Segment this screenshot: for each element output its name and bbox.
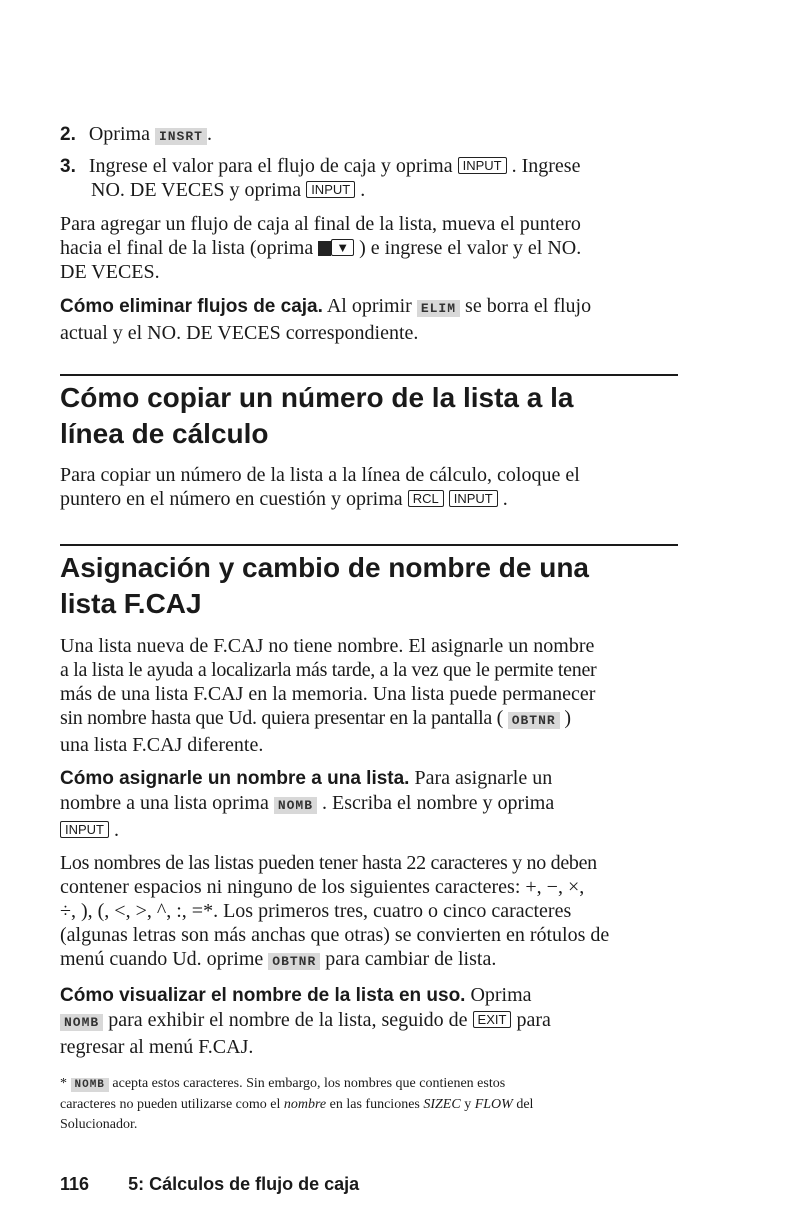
- text-line: DE VECES.: [60, 261, 160, 283]
- exit-key: EXIT: [473, 1011, 512, 1028]
- step-3: [60, 154, 580, 179]
- paragraph-copy: [60, 463, 700, 511]
- text-line: [60, 1074, 700, 1095]
- text-line: Solucionador.: [60, 1117, 138, 1132]
- text-line: Una lista nueva de F.CAJ no tiene nombre. El asignarle un nombre: [60, 635, 595, 657]
- text: caracteres no pueden utilizarse como el: [60, 1097, 281, 1112]
- step-3-line2: [91, 178, 365, 202]
- text: sin nombre hasta que Ud. quiera presentar en la pantalla (: [60, 707, 503, 729]
- text-line: una lista F.CAJ diferente.: [60, 734, 264, 756]
- text: del: [516, 1097, 534, 1112]
- text: menú cuando Ud. oprime: [60, 948, 264, 970]
- text: puntero en el número en cuestión y oprima: [60, 488, 403, 510]
- heading-line: Asignación y cambio de nombre de una: [60, 552, 589, 583]
- text-line: [60, 706, 700, 733]
- text: para: [516, 1009, 551, 1031]
- page-footer: [60, 1174, 359, 1195]
- text-line: [60, 947, 700, 974]
- italic-term: nombre: [283, 1097, 327, 1112]
- nomb-menu-key: NOMB: [274, 797, 317, 814]
- text-line: ÷, ), (, <, >, ^, :, =*. Los primeros tres, cuatro o cinco caracteres: [60, 900, 572, 922]
- step-number: 2.: [60, 124, 76, 145]
- run-in-heading: Cómo visualizar el nombre de la lista en uso.: [60, 985, 466, 1006]
- text: hacia el final de la lista (oprima: [60, 237, 314, 259]
- paragraph-assign: [60, 766, 700, 842]
- text: Para asignarle un: [414, 767, 553, 789]
- input-key: INPUT: [458, 157, 507, 174]
- shift-key-icon: [318, 241, 331, 256]
- italic-term: SIZEC: [423, 1097, 461, 1112]
- text: Oprima: [470, 984, 532, 1006]
- period: .: [206, 123, 212, 145]
- step-text: Oprima: [88, 123, 150, 145]
- period: .: [502, 488, 508, 510]
- footnote: [60, 1074, 700, 1135]
- section-rule: [60, 544, 678, 546]
- text-line: [60, 487, 700, 511]
- text-line: Para copiar un número de la lista a la línea de cálculo, coloque el: [60, 464, 580, 486]
- text: en las funciones: [329, 1097, 420, 1112]
- obtnr-menu-key: OBTNR: [508, 712, 560, 729]
- nomb-menu-key: NOMB: [60, 1014, 103, 1031]
- paragraph-view: [60, 983, 700, 1059]
- step-2: [60, 122, 212, 149]
- step-number: 3.: [60, 156, 76, 177]
- paragraph-intro: [60, 634, 700, 757]
- text: ) e ingrese el valor y el NO.: [359, 237, 582, 259]
- insrt-menu-key: INSRT: [155, 128, 207, 145]
- nomb-menu-key: NOMB: [71, 1078, 109, 1092]
- period: .: [114, 819, 119, 841]
- paragraph-add: [60, 212, 700, 284]
- text-line: [60, 1008, 700, 1035]
- heading-line: línea de cálculo: [60, 418, 269, 449]
- section-heading-names: [60, 550, 589, 622]
- run-in-heading: Cómo eliminar flujos de caja.: [60, 296, 323, 317]
- obtnr-menu-key: OBTNR: [268, 953, 320, 970]
- text: para exhibir el nombre de la lista, seguido de: [108, 1009, 468, 1031]
- text: Al oprimir: [326, 295, 412, 317]
- input-key: INPUT: [60, 821, 109, 838]
- rcl-key: RCL: [408, 490, 444, 507]
- text-line: más de una lista F.CAJ en la memoria. Una lista puede permanecer: [60, 683, 596, 705]
- text: nombre a una lista oprima: [60, 792, 269, 814]
- heading-line: lista F.CAJ: [60, 588, 202, 619]
- input-key: INPUT: [449, 490, 498, 507]
- step-text: NO. DE VECES y oprima: [91, 179, 302, 201]
- step-text: Ingrese el valor para el flujo de caja y oprima: [88, 155, 453, 177]
- italic-term: FLOW: [474, 1097, 513, 1112]
- heading-line: Cómo copiar un número de la lista a la: [60, 382, 574, 413]
- paragraph-names: [60, 851, 700, 974]
- text-line: contener espacios ni ninguno de los siguientes caracteres: +, −, ×,: [60, 876, 585, 898]
- paragraph-delete: [60, 294, 700, 345]
- run-in-heading: Cómo asignarle un nombre a una lista.: [60, 768, 410, 789]
- text-line: regresar al menú F.CAJ.: [60, 1036, 254, 1058]
- text-line: actual y el NO. DE VECES correspondiente.: [60, 322, 419, 344]
- input-key: INPUT: [306, 181, 355, 198]
- elim-menu-key: ELIM: [417, 300, 460, 317]
- chapter-title: 5: Cálculos de flujo de caja: [128, 1174, 360, 1194]
- text-line: a la lista le ayuda a localizarla más tarde, a la vez que le permite tener: [60, 659, 597, 681]
- text-line: [60, 983, 700, 1008]
- asterisk: *: [60, 1076, 67, 1091]
- text-line: [60, 791, 700, 818]
- section-rule: [60, 374, 678, 376]
- step-text: . Ingrese: [511, 155, 581, 177]
- text-line: Para agregar un flujo de caja al final de la lista, mueva el puntero: [60, 213, 581, 235]
- text: y: [464, 1097, 472, 1112]
- text-line: [60, 236, 700, 260]
- text-line: [60, 294, 700, 321]
- page-number: 116: [60, 1174, 90, 1194]
- text-line: Los nombres de las listas pueden tener hasta 22 caracteres y no deben: [60, 852, 597, 874]
- period: .: [360, 179, 366, 201]
- down-arrow-key: ▼: [331, 239, 354, 256]
- text-line: (algunas letras son más anchas que otras) se convierten en rótulos de: [60, 924, 610, 946]
- text-line: [60, 766, 700, 791]
- text: para cambiar de lista.: [325, 948, 497, 970]
- text: se borra el flujo: [465, 295, 592, 317]
- text-line: [60, 818, 700, 842]
- text: ): [564, 707, 571, 729]
- section-heading-copy: [60, 380, 573, 452]
- text: acepta estos caracteres. Sin embargo, los nombres que contienen estos: [112, 1076, 506, 1091]
- text: . Escriba el nombre y oprima: [322, 792, 555, 814]
- text-line: [60, 1095, 700, 1115]
